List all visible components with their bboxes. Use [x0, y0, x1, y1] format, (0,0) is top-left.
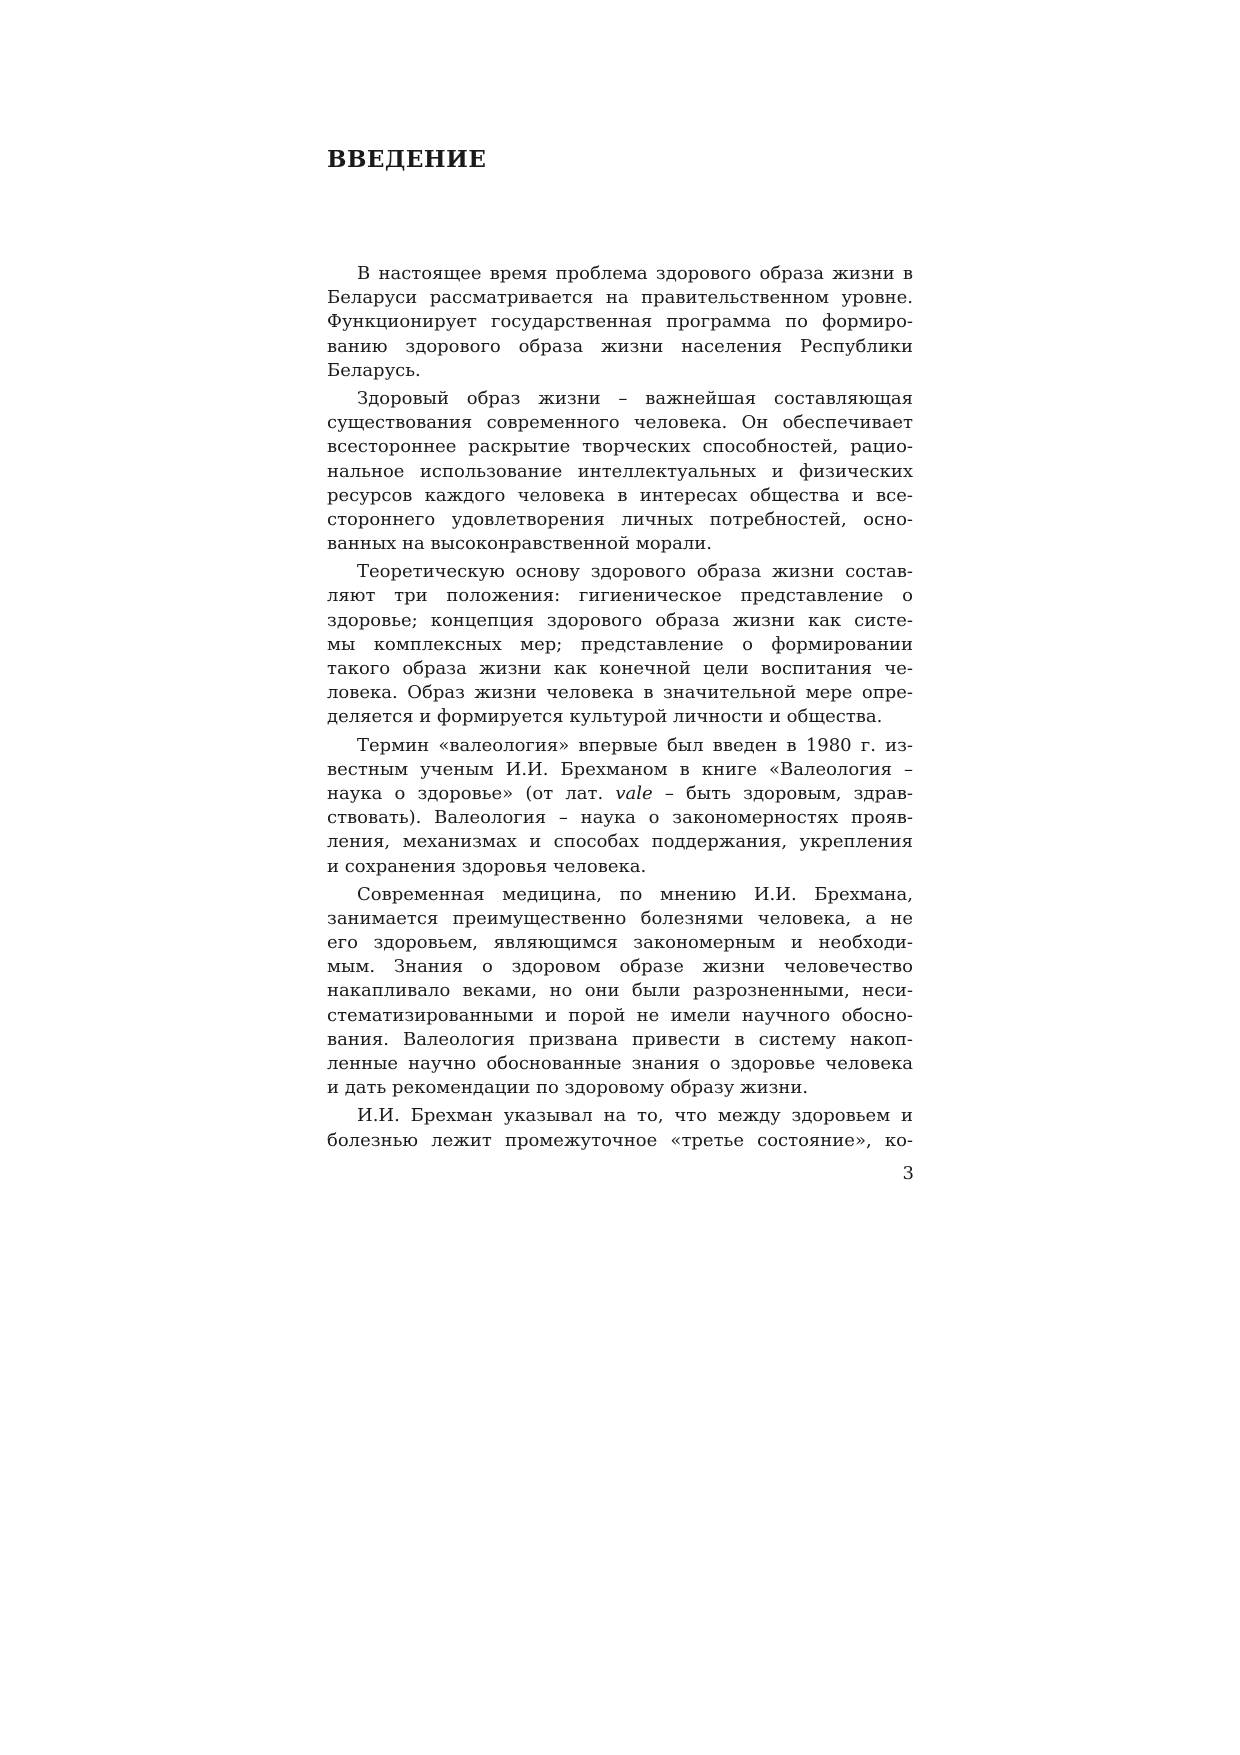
page-number: 3: [902, 1163, 914, 1184]
text-line: накапливало веками, но они были разрозненными, неси-: [327, 980, 913, 1002]
text-line: ляют три положения: гигиеническое представление о: [327, 585, 913, 607]
text-line: здоровье; концепция здорового образа жизни как систе-: [327, 609, 913, 631]
text-line: его здоровьем, являющимся закономерным и необходи-: [327, 932, 913, 954]
text-line: стематизированными и порой не имели научного обосно-: [327, 1004, 913, 1026]
text-line: всестороннее раскрытие творческих способностей, рацио-: [327, 436, 913, 458]
text-run: – быть здоровым, здрав-: [652, 782, 913, 804]
text-line: Беларусь.: [327, 359, 421, 381]
text-line: [327, 782, 913, 806]
text-line: ствовать). Валеология – наука о закономерностях прояв-: [327, 807, 913, 829]
paragraph-first-line: И.И. Брехман указывал на то, что между здоровьем и: [357, 1105, 913, 1127]
text-line: ресурсов каждого человека в интересах общества и все-: [327, 484, 913, 506]
text-line: мы комплексных мер; представление о формировании: [327, 633, 913, 655]
text-line: и сохранения здоровья человека.: [327, 855, 647, 877]
text-line: ванных на высоконравственной морали.: [327, 533, 712, 555]
text-line: ловека. Образ жизни человека в значительной мере опре-: [327, 682, 913, 704]
text-line: деляется и формируется культурой личности и общества.: [327, 706, 883, 728]
text-line: занимается преимущественно болезнями человека, а не: [327, 907, 913, 929]
text-line: болезнью лежит промежуточное «третье состояние», ко-: [327, 1129, 913, 1151]
text-line: и дать рекомендации по здоровому образу жизни.: [327, 1077, 809, 1099]
text-line: вестным ученым И.И. Брехманом в книге «Валеология –: [327, 758, 913, 780]
text-line: ления, механизмах и способах поддержания, укрепления: [327, 831, 913, 853]
latin-term: vale: [615, 782, 653, 804]
text-line: мым. Знания о здоровом образе жизни человечество: [327, 956, 913, 978]
paragraph-first-line: В настоящее время проблема здорового образа жизни в: [357, 263, 913, 284]
text-line: такого образа жизни как конечной цели воспитания че-: [327, 658, 913, 679]
text-line: ванию здорового образа жизни населения Республики: [327, 335, 913, 357]
chapter-heading: ВВЕДЕНИЕ: [327, 146, 487, 173]
text-line: Беларуси рассматривается на правительственном уровне.: [327, 287, 913, 309]
text-line: ленные научно обоснованные знания о здоровье человека: [327, 1053, 913, 1074]
paragraph-first-line: Здоровый образ жизни – важнейшая составляющая: [357, 387, 913, 409]
text-run: наука о здоровье» (от лат.: [327, 782, 616, 804]
paragraph-first-line: Современная медицина, по мнению И.И. Брехмана,: [357, 883, 913, 905]
paragraph-first-line: Термин «валеология» впервые был введен в 1980 г. из-: [357, 734, 913, 756]
paragraph-first-line: Теоретическую основу здорового образа жизни состав-: [357, 561, 913, 583]
text-line: вания. Валеология призвана привести в систему накоп-: [327, 1028, 913, 1050]
text-line: Функционирует государственная программа по формиро-: [327, 311, 913, 333]
text-line: стороннего удовлетворения личных потребностей, осно-: [327, 508, 913, 530]
text-line: существования современного человека. Он обеспечивает: [327, 412, 913, 434]
text-line: нальное использование интеллектуальных и физических: [327, 460, 913, 482]
body-text: [327, 262, 913, 1153]
